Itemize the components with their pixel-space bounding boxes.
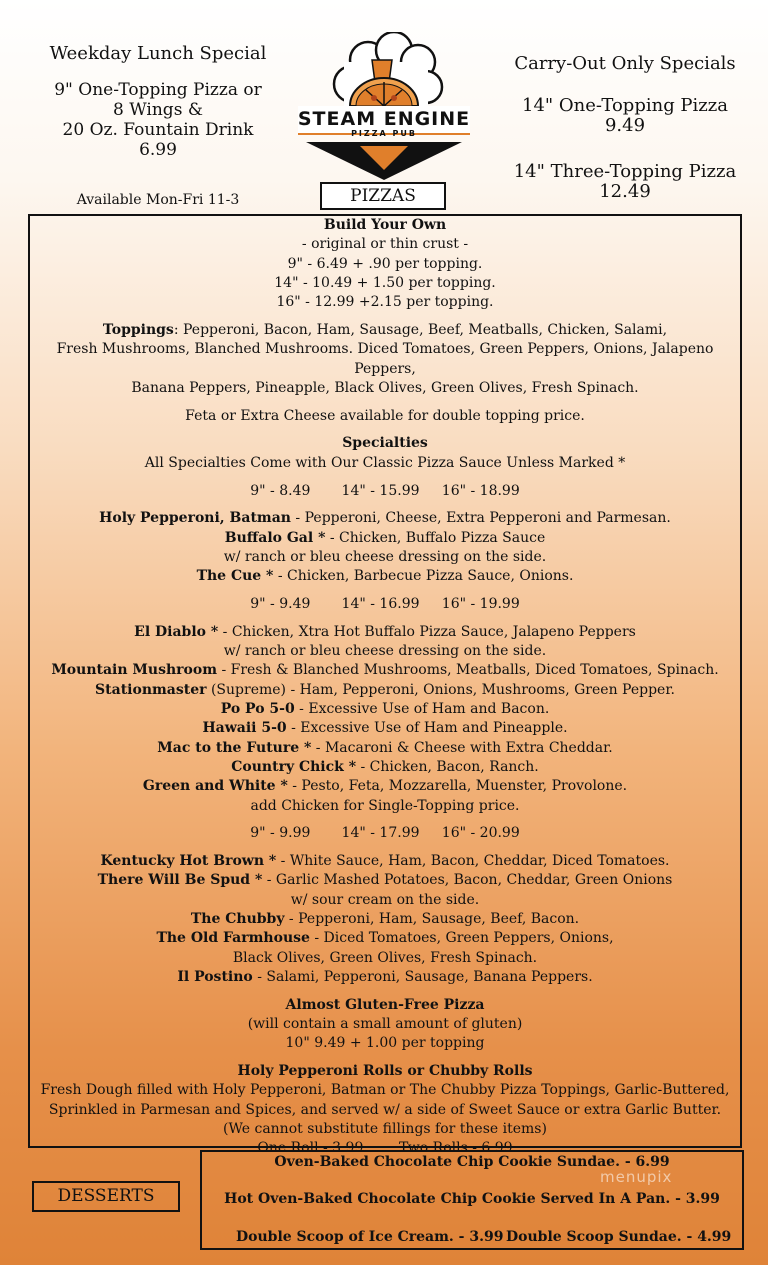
carryout-price: 12.49 — [599, 181, 651, 202]
pizza-item: Country Chick * - Chicken, Bacon, Ranch. — [231, 758, 539, 775]
build-size: 16" - 12.99 +2.15 per topping. — [276, 294, 494, 311]
build-title: Build Your Own — [323, 217, 447, 233]
rolls-prices: One Roll - 3.99 Two Rolls - 6.99 — [257, 1140, 513, 1157]
price-tier-2: 9" - 9.49 14" - 16.99 16" - 19.99 — [250, 596, 520, 613]
rolls-note: (We cannot substitute fillings for these items) — [223, 1120, 547, 1137]
pizza-item: Po Po 5-0 - Excessive Use of Ham and Bacon. — [220, 701, 550, 718]
toppings-line: Toppings: Pepperoni, Bacon, Ham, Sausage, Beef, Meatballs, Chicken, Salami, — [102, 321, 668, 338]
gluten-title: Almost Gluten-Free Pizza — [285, 996, 485, 1013]
specialties-title: Specialties — [342, 435, 428, 452]
rolls-desc: Fresh Dough filled with Holy Pepperoni, Batman or The Chubby Pizza Toppings, Garlic-Buttered, — [40, 1082, 730, 1099]
lunch-price: 6.99 — [139, 140, 177, 160]
build-size: 9" - 6.49 + .90 per topping. — [287, 255, 483, 272]
steam-engine-logo — [296, 32, 472, 182]
dessert-item: Oven-Baked Chocolate Chip Cookie Sundae. - 6.99 — [274, 1154, 670, 1170]
desserts-section-label: DESSERTS — [32, 1181, 180, 1212]
dessert-item: Hot Oven-Baked Chocolate Chip Cookie Served In A Pan. - 3.99 — [224, 1191, 720, 1207]
pizza-item: Il Postino - Salami, Pepperoni, Sausage, Banana Peppers. — [177, 968, 593, 985]
price-tier-3: 9" - 9.99 14" - 17.99 16" - 20.99 — [250, 825, 520, 842]
build-size: 14" - 10.49 + 1.50 per topping. — [274, 274, 496, 291]
menupix-watermark: menupix — [600, 1168, 673, 1186]
price-tier-1: 9" - 8.49 14" - 15.99 16" - 18.99 — [250, 482, 520, 499]
lunch-line: 20 Oz. Fountain Drink — [62, 120, 254, 140]
lunch-special — [30, 44, 286, 160]
gluten-price: 10" 9.49 + 1.00 per topping — [285, 1035, 485, 1052]
carryout-item: 14" Three-Topping Pizza — [513, 161, 737, 182]
carryout-specials — [480, 54, 768, 202]
pizza-item: The Cue * - Chicken, Barbecue Pizza Sauce, Onions. — [196, 568, 574, 585]
dessert-item: Double Scoop Sundae. - 4.99 — [506, 1229, 732, 1245]
lunch-title: Weekday Lunch Special — [49, 43, 267, 64]
pizza-item: Black Olives, Green Olives, Fresh Spinach. — [232, 949, 538, 966]
lunch-availability: Available Mon-Fri 11-3 — [76, 192, 240, 208]
logo-name: STEAM ENGINE — [297, 108, 471, 130]
pizza-item: Kentucky Hot Brown * - White Sauce, Ham, Bacon, Cheddar, Diced Tomatoes. — [100, 853, 670, 870]
tier2-list — [28, 623, 742, 816]
rolls-desc: Sprinkled in Parmesan and Spices, and served w/ a side of Sweet Sauce or extra Garlic Butter. — [48, 1101, 722, 1118]
dessert-item: Double Scoop of Ice Cream. - 3.99 — [236, 1229, 504, 1245]
build-crust: - original or thin crust - — [301, 236, 469, 253]
extra-cheese-note: Feta or Extra Cheese available for double topping price. — [185, 407, 585, 424]
toppings-line: Fresh Mushrooms, Blanched Mushrooms. Diced Tomatoes, Green Peppers, Onions, Jalapeno Peppers, — [56, 341, 714, 377]
carryout-item: 14" One-Topping Pizza — [522, 95, 728, 116]
toppings-line: Banana Peppers, Pineapple, Black Olives, Green Olives, Fresh Spinach. — [131, 379, 639, 396]
specialties-note: All Specialties Come with Our Classic Pizza Sauce Unless Marked * — [144, 454, 626, 471]
pizza-item: El Diablo * - Chicken, Xtra Hot Buffalo Pizza Sauce, Jalapeno Peppers — [134, 623, 636, 640]
pizza-menu — [28, 216, 742, 1159]
gluten-note: (will contain a small amount of gluten) — [247, 1015, 523, 1032]
rolls-title: Holy Pepperoni Rolls or Chubby Rolls — [237, 1063, 533, 1080]
pizza-item: There Will Be Spud * - Garlic Mashed Potatoes, Bacon, Cheddar, Green Onions — [97, 872, 673, 889]
pizza-item: Mac to the Future * - Macaroni & Cheese with Extra Cheddar. — [157, 739, 613, 756]
pizza-item: w/ sour cream on the side. — [290, 891, 480, 908]
pizza-item: The Old Farmhouse - Diced Tomatoes, Green Peppers, Onions, — [156, 930, 614, 947]
pizza-item: w/ ranch or bleu cheese dressing on the side. — [223, 643, 547, 660]
logo-sub: PIZZA PUB — [351, 129, 417, 138]
lunch-line: 9" One-Topping Pizza or — [54, 80, 262, 100]
tier1-list — [28, 509, 742, 586]
pizza-item: w/ ranch or bleu cheese dressing on the side. — [223, 548, 547, 565]
lunch-line: 8 Wings & — [113, 100, 203, 120]
logo-graphic — [296, 32, 472, 182]
carryout-title: Carry-Out Only Specials — [514, 53, 736, 74]
pizza-item: Buffalo Gal * - Chicken, Buffalo Pizza Sauce — [224, 529, 546, 546]
carryout-price: 9.49 — [604, 115, 646, 136]
tier3-list — [28, 852, 742, 987]
pizza-item: Stationmaster (Supreme) - Ham, Pepperoni, Onions, Mushrooms, Green Pepper. — [95, 681, 675, 698]
pizza-item: Green and White * - Pesto, Feta, Mozzarella, Muenster, Provolone. — [142, 778, 628, 795]
pizza-item: Holy Pepperoni, Batman - Pepperoni, Cheese, Extra Pepperoni and Parmesan. — [99, 510, 671, 527]
pizza-item: Hawaii 5-0 - Excessive Use of Ham and Pineapple. — [202, 720, 568, 737]
pizza-item: Mountain Mushroom - Fresh & Blanched Mushrooms, Meatballs, Diced Tomatoes, Spinach. — [51, 662, 719, 679]
pizza-item: add Chicken for Single-Topping price. — [250, 797, 520, 814]
pizza-item: The Chubby - Pepperoni, Ham, Sausage, Beef, Bacon. — [190, 911, 580, 927]
pizzas-section-label: PIZZAS — [320, 182, 446, 210]
